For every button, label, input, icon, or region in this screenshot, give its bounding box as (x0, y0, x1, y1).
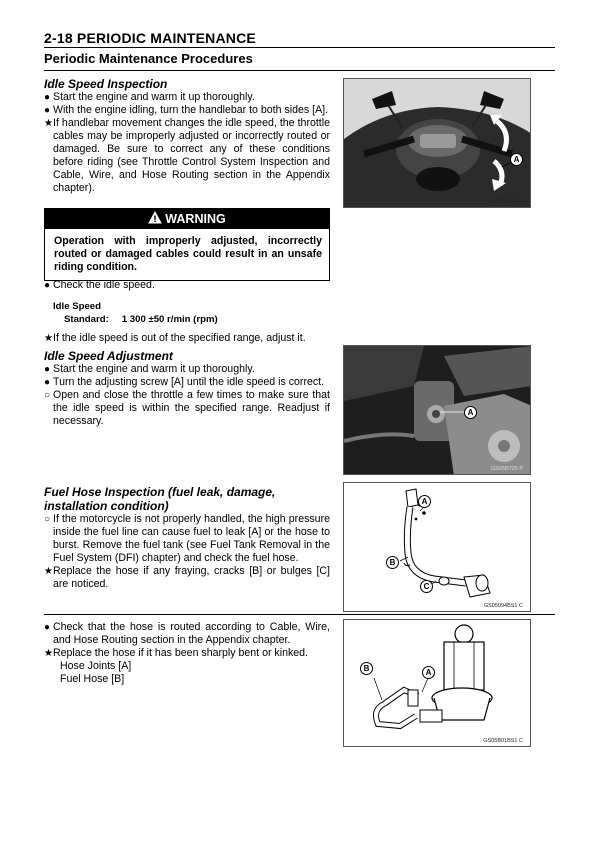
fuel-hose-section (44, 485, 330, 591)
fuel-hose-diagram (343, 482, 531, 612)
section-title: Idle Speed Adjustment (44, 349, 173, 363)
list-item: ★ Replace the hose if it has been sharply bent or kinked. (44, 647, 308, 659)
spec-value: 1 300 ±50 r/min (rpm) (121, 314, 218, 325)
warning-header (45, 209, 329, 229)
spec-row (44, 313, 330, 326)
list-item: ● With the engine idling, turn the handlebar to both sides [A]. (44, 104, 329, 116)
list-item: ● Start the engine and warm it up thoroughly. (44, 363, 255, 375)
idle-screw-illustration (344, 346, 531, 475)
list-item: ★ If the idle speed is out of the specified range, adjust it. (44, 332, 306, 344)
bullet-icon: ● (44, 364, 51, 375)
section-title: Fuel Hose Inspection (fuel leak, damage, (44, 485, 276, 499)
callout-b: B (386, 556, 399, 569)
list-item: ● Turn the adjusting screw [A] until the idle speed is correct. (44, 376, 325, 388)
handlebar-illustration (344, 79, 531, 208)
part-label: Fuel Hose [B] (60, 673, 125, 685)
figure-code: GS05B725 P (490, 466, 523, 472)
warning-triangle-icon (148, 211, 162, 224)
idle-screw-photo (343, 345, 531, 475)
page-header-title: 2-18 PERIODIC MAINTENANCE (44, 30, 256, 46)
list-item: ★ Replace the hose if any fraying, cracks [B] or bulges [C] are noticed. (44, 565, 330, 590)
list-item: ● Check that the hose is routed according to Cable, Wire, and Hose Routing section in the Appendix chapter. (44, 621, 330, 646)
bullet-icon: ● (44, 377, 51, 388)
figure-code: GS05B724 P (490, 199, 523, 205)
subtitle-rule (44, 70, 555, 71)
idle-check-section (44, 279, 330, 345)
callout-a: A (510, 153, 523, 166)
bullet-icon: ● (44, 92, 51, 103)
header-rule (44, 47, 555, 48)
section-title-cont: installation condition) (44, 499, 169, 513)
spec-label: Idle Speed (53, 301, 101, 312)
warning-box (44, 208, 330, 281)
list-item: ○ Open and close the throttle a few times to make sure that the idle speed is within the specified range. Readjust if necessary. (44, 389, 330, 427)
star-icon: ★ (44, 648, 53, 659)
page-subtitle: Periodic Maintenance Procedures (44, 51, 253, 66)
bullet-icon: ● (44, 280, 51, 291)
section-rule (44, 614, 555, 615)
callout-a: A (464, 406, 477, 419)
list-item: ★ If handlebar movement changes the idle speed, the throttle cables may be improperly adjusted or incorrectly routed or damaged. Be sure to correct any of these conditions before riding (see Throttle Control System Inspection and Cable, Wire, and Hose Routing section in the Appendix chapter). (44, 117, 330, 194)
figure-code: GS05094BS1 C (483, 603, 523, 609)
fuel-pump-illustration (344, 620, 531, 747)
list-item: ○ If the motorcycle is not properly handled, the high pressure inside the fuel line can cause fuel to leak [A] or the hose to burst. Remove the fuel tank (see Fuel Tank Removal in the Fuel System (DFI) chapter) and check the fuel hose. (44, 513, 330, 564)
circle-icon: ○ (44, 514, 51, 525)
section-title: Idle Speed Inspection (44, 77, 168, 91)
handlebar-photo (343, 78, 531, 208)
callout-a: A (422, 666, 435, 679)
part-label: Hose Joints [A] (60, 660, 132, 672)
star-icon: ★ (44, 333, 53, 344)
idle-inspection-section (44, 77, 330, 195)
idle-adjustment-section (44, 349, 330, 428)
routing-section (44, 621, 330, 686)
star-icon: ★ (44, 566, 53, 577)
star-icon: ★ (44, 118, 53, 129)
bullet-icon: ● (44, 622, 51, 633)
figure-code: GS05B01BS1 C (483, 738, 523, 744)
fuel-pump-diagram (343, 619, 531, 747)
list-item: ● Start the engine and warm it up thoroughly. (44, 91, 255, 103)
spec-key: Standard: (64, 314, 109, 325)
bullet-icon: ● (44, 105, 51, 116)
fuel-hose-illustration (344, 483, 531, 612)
circle-icon: ○ (44, 390, 51, 401)
warning-text: Operation with improperly adjusted, incorrectly routed or damaged cables could result in an unsafe riding condition. (54, 235, 322, 273)
list-item: ● Check the idle speed. (44, 279, 155, 291)
callout-a: A (418, 495, 431, 508)
callout-c: C (420, 580, 433, 593)
warning-label: WARNING (165, 212, 226, 226)
callout-b: B (360, 662, 373, 675)
